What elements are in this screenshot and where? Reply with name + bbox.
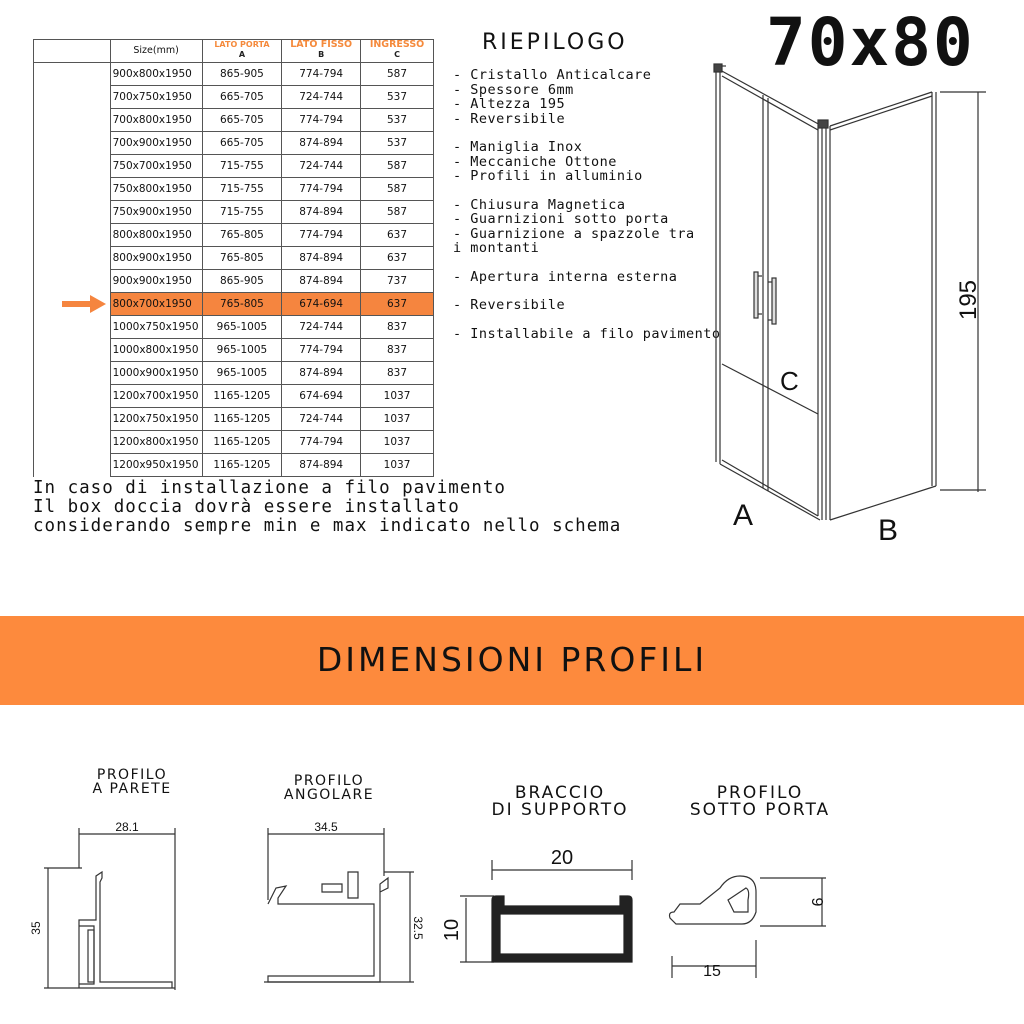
corner-profile-drawing [264, 828, 414, 982]
table-cell: 715-755 [202, 201, 282, 224]
table-blank-cell [34, 408, 111, 431]
table-cell: 665-705 [202, 132, 282, 155]
table-row [34, 86, 434, 109]
table-cell: 724-744 [282, 86, 361, 109]
table-cell: 637 [361, 224, 434, 247]
table-cell: 724-744 [282, 155, 361, 178]
table-row [34, 155, 434, 178]
note-line: Il box doccia dovrà essere installato [33, 497, 460, 517]
table-cell: 1037 [361, 431, 434, 454]
table-row [34, 316, 434, 339]
riepilogo-item: - Profili in alluminio [453, 168, 643, 184]
table-cell: 1000x750x1950 [110, 316, 202, 339]
table-cell: 1200x700x1950 [110, 385, 202, 408]
riepilogo-item: - Chiusura Magnetica [453, 196, 626, 213]
riepilogo-item: - Reversibile [453, 110, 566, 127]
table-blank-cell [34, 247, 111, 270]
riepilogo-item: - Spessore 6mm [453, 81, 574, 98]
table-blank-cell [34, 224, 111, 247]
table-cell: 965-1005 [202, 316, 282, 339]
table-cell: 1200x750x1950 [110, 408, 202, 431]
door-profile-height: 9 [808, 897, 825, 907]
table-cell: 750x900x1950 [110, 201, 202, 224]
table-cell: 865-905 [202, 63, 282, 86]
table-cell: 800x900x1950 [110, 247, 202, 270]
table-cell: 724-744 [282, 316, 361, 339]
support-arm-width: 20 [550, 847, 574, 869]
table-row [34, 224, 434, 247]
riepilogo-spacer [453, 256, 720, 270]
riepilogo-item: - Meccaniche Ottone [453, 153, 617, 170]
table-cell: 774-794 [282, 178, 361, 201]
table-blank-cell [34, 201, 111, 224]
table-blank-cell [34, 178, 111, 201]
table-row [34, 339, 434, 362]
note-line: In caso di installazione a filo pavimento [33, 478, 506, 498]
table-cell: 774-794 [282, 63, 361, 86]
support-arm-label: BRACCIO DI SUPPORTO [491, 783, 629, 820]
riepilogo-spacer [453, 284, 720, 298]
table-cell: 1037 [361, 454, 434, 477]
table-cell: 637 [361, 293, 434, 316]
table-row [34, 63, 434, 86]
riepilogo-item: i montanti [453, 240, 540, 256]
riepilogo-item: - Guarnizione a spazzole tra [453, 225, 695, 242]
table-blank-cell [34, 431, 111, 454]
table-blank-cell [34, 63, 111, 86]
riepilogo-item: - Guarnizioni sotto porta [453, 211, 669, 227]
support-arm-drawing [460, 860, 632, 962]
table-header-size: Size(mm) [110, 40, 202, 63]
diagram-label-a: A [733, 499, 754, 532]
table-cell: 674-694 [282, 385, 361, 408]
table-row [34, 385, 434, 408]
riepilogo-item: - Installabile a filo pavimento [453, 325, 721, 342]
table-cell: 900x800x1950 [110, 63, 202, 86]
table-cell: 1037 [361, 408, 434, 431]
table-cell: 1200x950x1950 [110, 454, 202, 477]
table-cell: 665-705 [202, 109, 282, 132]
table-cell: 837 [361, 316, 434, 339]
table-cell: 774-794 [282, 224, 361, 247]
table-cell: 965-1005 [202, 339, 282, 362]
table-cell: 765-805 [202, 293, 282, 316]
table-cell: 765-805 [202, 224, 282, 247]
riepilogo-list [453, 68, 720, 341]
installation-note [33, 479, 621, 536]
table-header-empty [34, 40, 111, 63]
wall-profile-height: 35 [29, 921, 43, 935]
table-blank-cell [34, 155, 111, 178]
wall-profile-drawing [44, 828, 175, 990]
table-cell: 765-805 [202, 247, 282, 270]
table-header-lato-fisso: LATO FISSO B [282, 40, 361, 63]
table-cell: 674-694 [282, 293, 361, 316]
table-cell: 537 [361, 132, 434, 155]
table-row [34, 408, 434, 431]
table-cell: 715-755 [202, 178, 282, 201]
table-blank-cell [34, 362, 111, 385]
note-line: considerando sempre min e max indicato nello schema [33, 516, 622, 536]
table-cell: 587 [361, 155, 434, 178]
table-row [34, 109, 434, 132]
riepilogo-item: - Reversibile [453, 297, 566, 313]
table-cell: 587 [361, 201, 434, 224]
table-row [34, 178, 434, 201]
riepilogo-item: - Apertura interna esterna [453, 268, 678, 285]
table-cell: 874-894 [282, 362, 361, 385]
table-cell: 750x800x1950 [110, 178, 202, 201]
table-blank-cell [34, 339, 111, 362]
riepilogo-item: - Cristallo Anticalcare [453, 67, 652, 83]
table-blank-cell [34, 109, 111, 132]
wall-profile-width: 28.1 [115, 820, 139, 834]
table-header-lato-porta: LATO PORTA A [202, 40, 282, 63]
table-row [34, 431, 434, 454]
table-cell: 965-1005 [202, 362, 282, 385]
riepilogo-title: RIEPILOGO [482, 30, 628, 55]
table-cell: 700x750x1950 [110, 86, 202, 109]
table-cell: 665-705 [202, 86, 282, 109]
table-cell: 874-894 [282, 454, 361, 477]
table-cell: 587 [361, 178, 434, 201]
table-header-ingresso: INGRESSO C [361, 40, 434, 63]
table-cell: 587 [361, 63, 434, 86]
table-row [34, 270, 434, 293]
banner-title: DIMENSIONI PROFILI [316, 640, 708, 679]
riepilogo-item: - Altezza 195 [453, 96, 566, 112]
table-cell: 1000x800x1950 [110, 339, 202, 362]
door-bottom-profile-drawing [670, 876, 827, 978]
table-blank-cell [34, 132, 111, 155]
profile-wall-label: PROFILO A PARETE [92, 767, 172, 797]
profile-corner-label: PROFILO ANGOLARE [283, 773, 375, 803]
diagram-label-c: C [780, 366, 799, 396]
table-cell: 837 [361, 339, 434, 362]
table-cell: 700x900x1950 [110, 132, 202, 155]
table-row [34, 247, 434, 270]
support-arm-height: 10 [441, 918, 463, 942]
table-cell: 874-894 [282, 247, 361, 270]
table-cell: 774-794 [282, 431, 361, 454]
door-bottom-profile-label: PROFILO SOTTO PORTA [689, 783, 831, 820]
table-cell: 837 [361, 362, 434, 385]
diagram-height-label: 195 [955, 279, 982, 321]
table-cell: 1037 [361, 385, 434, 408]
table-cell: 737 [361, 270, 434, 293]
table-cell: 865-905 [202, 270, 282, 293]
table-cell: 715-755 [202, 155, 282, 178]
table-cell: 724-744 [282, 408, 361, 431]
corner-profile-height: 32.5 [411, 916, 425, 940]
table-cell: 1165-1205 [202, 408, 282, 431]
diagram-label-b: B [878, 514, 899, 547]
table-cell: 1165-1205 [202, 431, 282, 454]
arrow-right-icon [62, 295, 106, 313]
riepilogo-spacer [453, 184, 720, 198]
table-cell: 874-894 [282, 201, 361, 224]
table-blank-cell [34, 86, 111, 109]
table-row [34, 132, 434, 155]
size-table [33, 39, 434, 477]
page-title: 70x80 [766, 4, 975, 81]
table-cell: 800x700x1950 [110, 293, 202, 316]
table-header-row [34, 40, 434, 63]
table-row [34, 201, 434, 224]
riepilogo-item: - Maniglia Inox [453, 139, 583, 155]
table-cell: 774-794 [282, 109, 361, 132]
riepilogo-spacer [453, 313, 720, 327]
table-cell: 1000x900x1950 [110, 362, 202, 385]
table-cell: 637 [361, 247, 434, 270]
table-cell: 700x800x1950 [110, 109, 202, 132]
door-profile-width: 15 [703, 963, 721, 980]
table-cell: 874-894 [282, 270, 361, 293]
table-cell: 750x700x1950 [110, 155, 202, 178]
table-cell: 1200x800x1950 [110, 431, 202, 454]
table-cell: 1165-1205 [202, 454, 282, 477]
table-cell: 800x800x1950 [110, 224, 202, 247]
table-cell: 537 [361, 86, 434, 109]
table-row [34, 362, 434, 385]
table-cell: 1165-1205 [202, 385, 282, 408]
table-blank-cell [34, 454, 111, 477]
table-cell: 774-794 [282, 339, 361, 362]
table-blank-cell [34, 385, 111, 408]
table-cell: 874-894 [282, 132, 361, 155]
riepilogo-spacer [453, 126, 720, 140]
table-cell: 900x900x1950 [110, 270, 202, 293]
table-blank-cell [34, 270, 111, 293]
table-blank-cell [34, 316, 111, 339]
table-row [34, 454, 434, 477]
table-cell: 537 [361, 109, 434, 132]
corner-profile-width: 34.5 [314, 820, 338, 834]
